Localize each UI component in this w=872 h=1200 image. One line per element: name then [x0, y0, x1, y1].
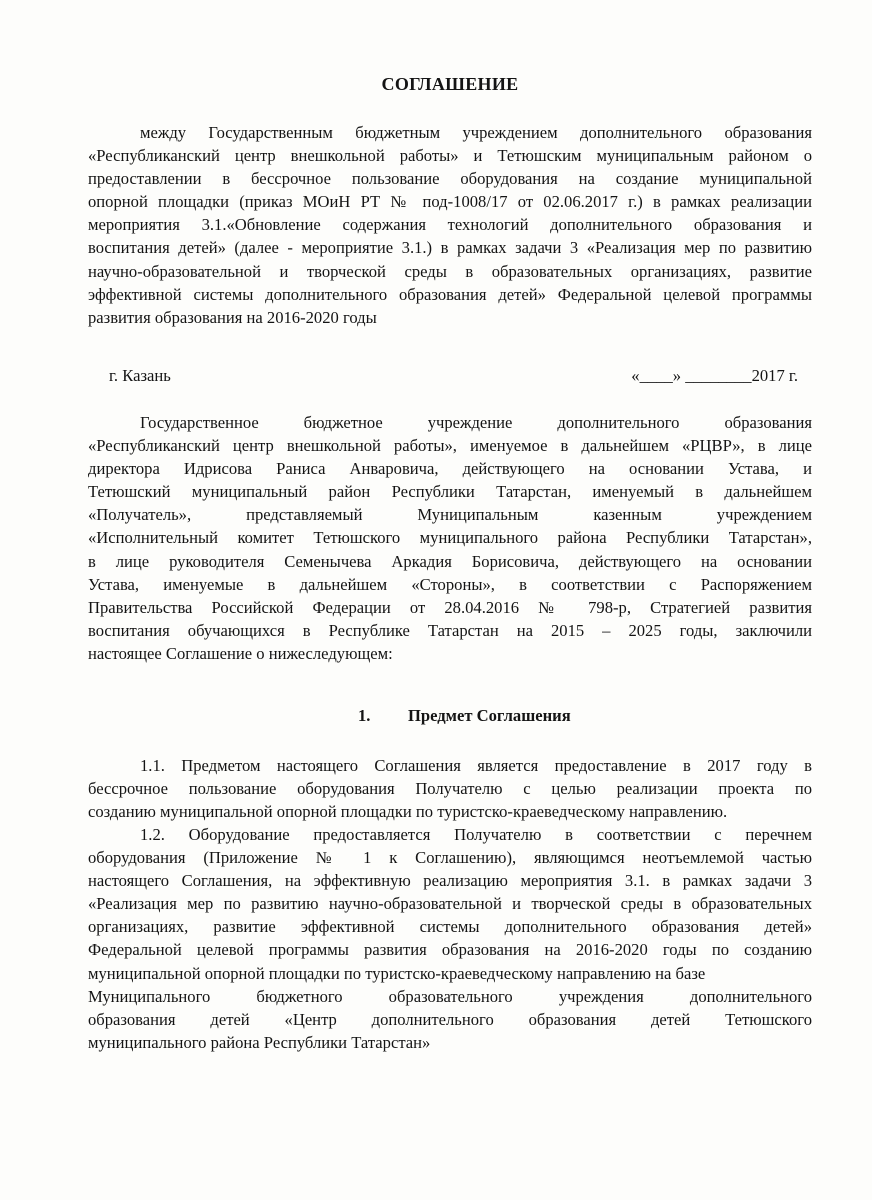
- text-line: 1.2. Оборудование предоставляется Получателю в соответствии с перечнем: [140, 825, 812, 844]
- text-line: настоящее Соглашение о нижеследующем:: [88, 643, 393, 663]
- text-line: директора Идрисова Раниса Анваровича, действующего на основании Устава, и: [88, 459, 812, 479]
- text-line: Федеральной целевой программы развития образования на 2016-2020 годы по созданию: [88, 940, 812, 960]
- text-line: созданию муниципальной опорной площадки по туристско-краеведческому направлению.: [88, 802, 728, 822]
- text-line: предоставлении в бессрочное пользование оборудования на создание муниципальной: [88, 169, 812, 189]
- text-line: муниципальной опорной площадки по туристско-краеведческому направлению на базе: [88, 963, 706, 983]
- text-line: Тетюшский муниципальный район Республики Татарстан, именуемый в дальнейшем: [88, 482, 812, 502]
- clause-1-1: [88, 754, 812, 823]
- text-line: мероприятия 3.1.«Обновление содержания технологий дополнительного образования и: [88, 215, 812, 235]
- document-title: СОГЛАШЕНИЕ: [381, 74, 519, 94]
- text-line: «Республиканский центр внешкольной работы», именуемое в дальнейшем «РЦВР», в лице: [88, 436, 812, 456]
- clause-1-2: [88, 823, 812, 1054]
- date-label: «____» ________2017 г.: [631, 366, 798, 385]
- text-line: 1.1. Предметом настоящего Соглашения является предоставление в 2017 году в: [140, 756, 812, 775]
- text-line: воспитания обучающихся в Республике Татарстан на 2015 – 2025 годы, заключили: [88, 620, 812, 640]
- intro-paragraph: [88, 121, 812, 329]
- text-line: бессрочное пользование оборудования Получателю с целью реализации проекта по: [88, 779, 812, 799]
- text-line: оборудования (Приложение № 1 к Соглашению), являющимся неотъемлемой частью: [88, 848, 812, 868]
- text-line: муниципального района Республики Татарстан»: [88, 1032, 431, 1052]
- section-title: Предмет Соглашения: [408, 706, 571, 725]
- text-line: в лице руководителя Семенычева Аркадия Борисовича, действующего на основании: [88, 551, 812, 571]
- text-line: воспитания детей» (далее - мероприятие 3.1.) в рамках задачи 3 «Реализация мер по развитию: [88, 238, 812, 258]
- section-heading: [88, 704, 812, 728]
- text-line: развития образования на 2016-2020 годы: [88, 307, 377, 327]
- text-line: настоящего Соглашения, на эффективную реализацию мероприятия 3.1. в рамках задачи 3: [88, 871, 812, 891]
- text-line: «Реализация мер по развитию научно-образовательной и творческой среды в образовательных: [88, 894, 812, 914]
- document-page: [88, 0, 812, 1200]
- text-line: Муниципального бюджетного образовательного учреждения дополнительного: [88, 986, 812, 1006]
- text-line: эффективной системы дополнительного образования детей» Федеральной целевой программы: [88, 284, 812, 304]
- text-line: «Республиканский центр внешкольной работы» и Тетюшским муниципальным районом о: [88, 146, 812, 166]
- text-line: опорной площадки (приказ МОиН РТ № под-1008/17 от 02.06.2017 г.) в рамках реализации: [88, 192, 812, 212]
- text-line: образования детей «Центр дополнительного образования детей Тетюшского: [88, 1009, 812, 1029]
- text-line: между Государственным бюджетным учреждением дополнительного образования: [140, 123, 812, 142]
- text-line: «Исполнительный комитет Тетюшского муниципального района Республики Татарстан»,: [88, 528, 812, 548]
- text-line: «Получатель», представляемый Муниципальным казенным учреждением: [88, 505, 812, 525]
- text-line: Правительства Российской Федерации от 28.04.2016 № 798-р, Стратегией развития: [88, 597, 812, 617]
- text-line: Государственное бюджетное учреждение дополнительного образования: [140, 413, 812, 432]
- text-line: научно-образовательной и творческой среды в образовательных организациях, развитие: [88, 261, 812, 281]
- place-date-row: [88, 364, 812, 388]
- parties-paragraph: [88, 411, 812, 665]
- text-line: Устава, именуемые в дальнейшем «Стороны», в соответствии с Распоряжением: [88, 574, 812, 594]
- city-label: г. Казань: [109, 366, 171, 385]
- text-line: организациях, развитие эффективной системы дополнительного образования детей»: [88, 917, 812, 937]
- section-number: 1.: [358, 706, 371, 725]
